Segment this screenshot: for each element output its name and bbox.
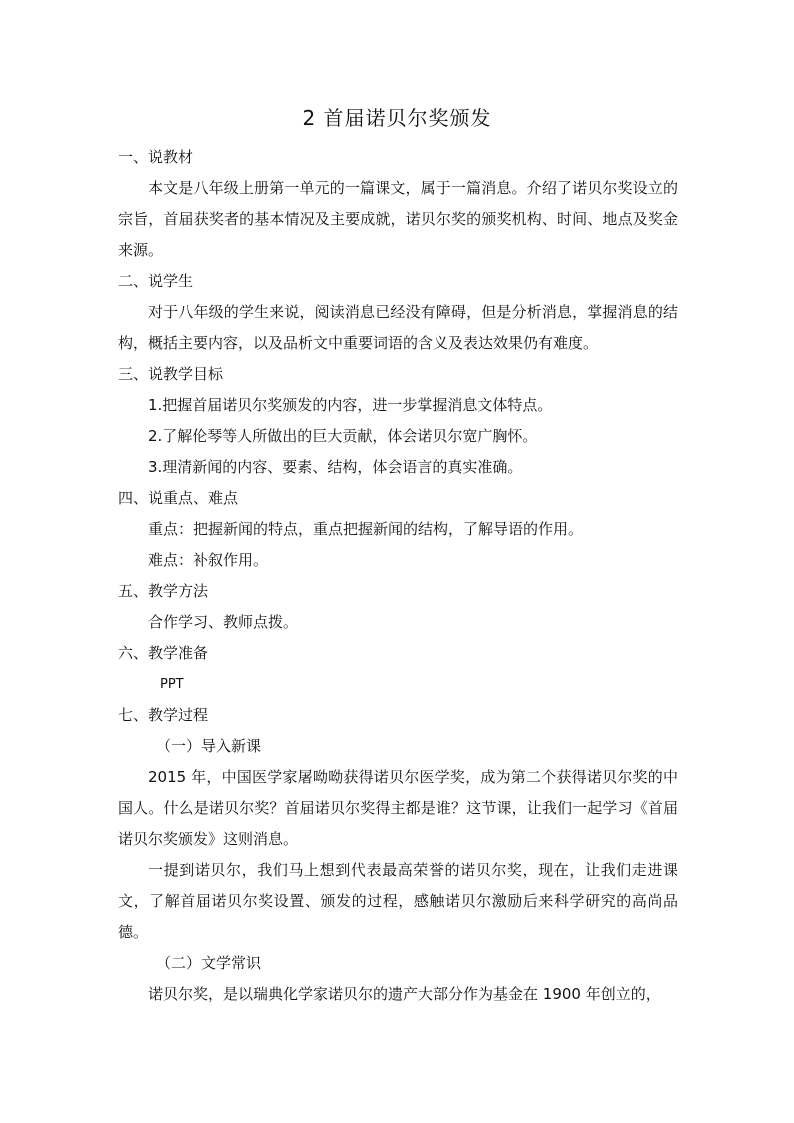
goal-item-3: 3.理清新闻的内容、要素、结构，体会语言的真实准确。 (148, 458, 523, 476)
goal-item-2: 2.了解伦琴等人所做出的巨大贡献，体会诺贝尔宽广胸怀。 (148, 427, 538, 445)
section-heading-methods: 五、教学方法 (118, 582, 209, 600)
paragraph-students: 对于八年级的学生来说，阅读消息已经没有障碍，但是分析消息，掌握消息的结构，概括主要内容，以及品析文中重要词语的含义及表达效果仍有难度。 (118, 303, 678, 352)
page-title: 2 首届诺贝尔奖颁发 (302, 106, 492, 130)
paragraph-teaching-material: 本文是八年级上册第一单元的一篇课文，属于一篇消息。介绍了诺贝尔奖设立的宗旨，首届获奖者的基本情况及主要成就，诺贝尔奖的颁奖机构、时间、地点及奖金来源。 (118, 179, 678, 259)
goal-item-1: 1.把握首届诺贝尔奖颁发的内容，进一步掌握消息文体特点。 (148, 396, 553, 414)
paragraph-literary-knowledge: 诺贝尔奖，是以瑞典化学家诺贝尔的遗产大部分作为基金在 1900 年创立的， (148, 985, 661, 1003)
section-heading-key-points: 四、说重点、难点 (118, 489, 239, 507)
key-point-text: 重点：把握新闻的特点，重点把握新闻的结构，了解导语的作用。 (148, 520, 584, 538)
section-heading-goals: 三、说教学目标 (118, 365, 224, 383)
section-heading-preparation: 六、教学准备 (118, 644, 209, 662)
section-heading-process: 七、教学过程 (118, 706, 209, 724)
section-heading-teaching-material: 一、说教材 (118, 148, 194, 166)
document-body (118, 142, 678, 1010)
preparation-text: PPT (160, 677, 184, 692)
subheading-literary-knowledge: （二）文学常识 (156, 954, 262, 972)
paragraph-introduction-2: 一提到诺贝尔，我们马上想到代表最高荣誉的诺贝尔奖，现在，让我们走进课文，了解首届诺贝尔奖设置、颁发的过程，感触诺贝尔激励后来科学研究的高尚品德。 (118, 861, 678, 941)
section-heading-students: 二、说学生 (118, 272, 194, 290)
paragraph-introduction-1: 2015 年，中国医学家屠呦呦获得诺贝尔医学奖，成为第二个获得诺贝尔奖的中国人。什么是诺贝尔奖？首届诺贝尔奖得主都是谁？这节课，让我们一起学习《首届诺贝尔奖颁发》这则消息。 (118, 768, 678, 848)
subheading-introduction: （一）导入新课 (156, 737, 262, 755)
difficulty-text: 难点：补叙作用。 (148, 551, 269, 569)
methods-text: 合作学习、教师点拨。 (148, 613, 299, 631)
